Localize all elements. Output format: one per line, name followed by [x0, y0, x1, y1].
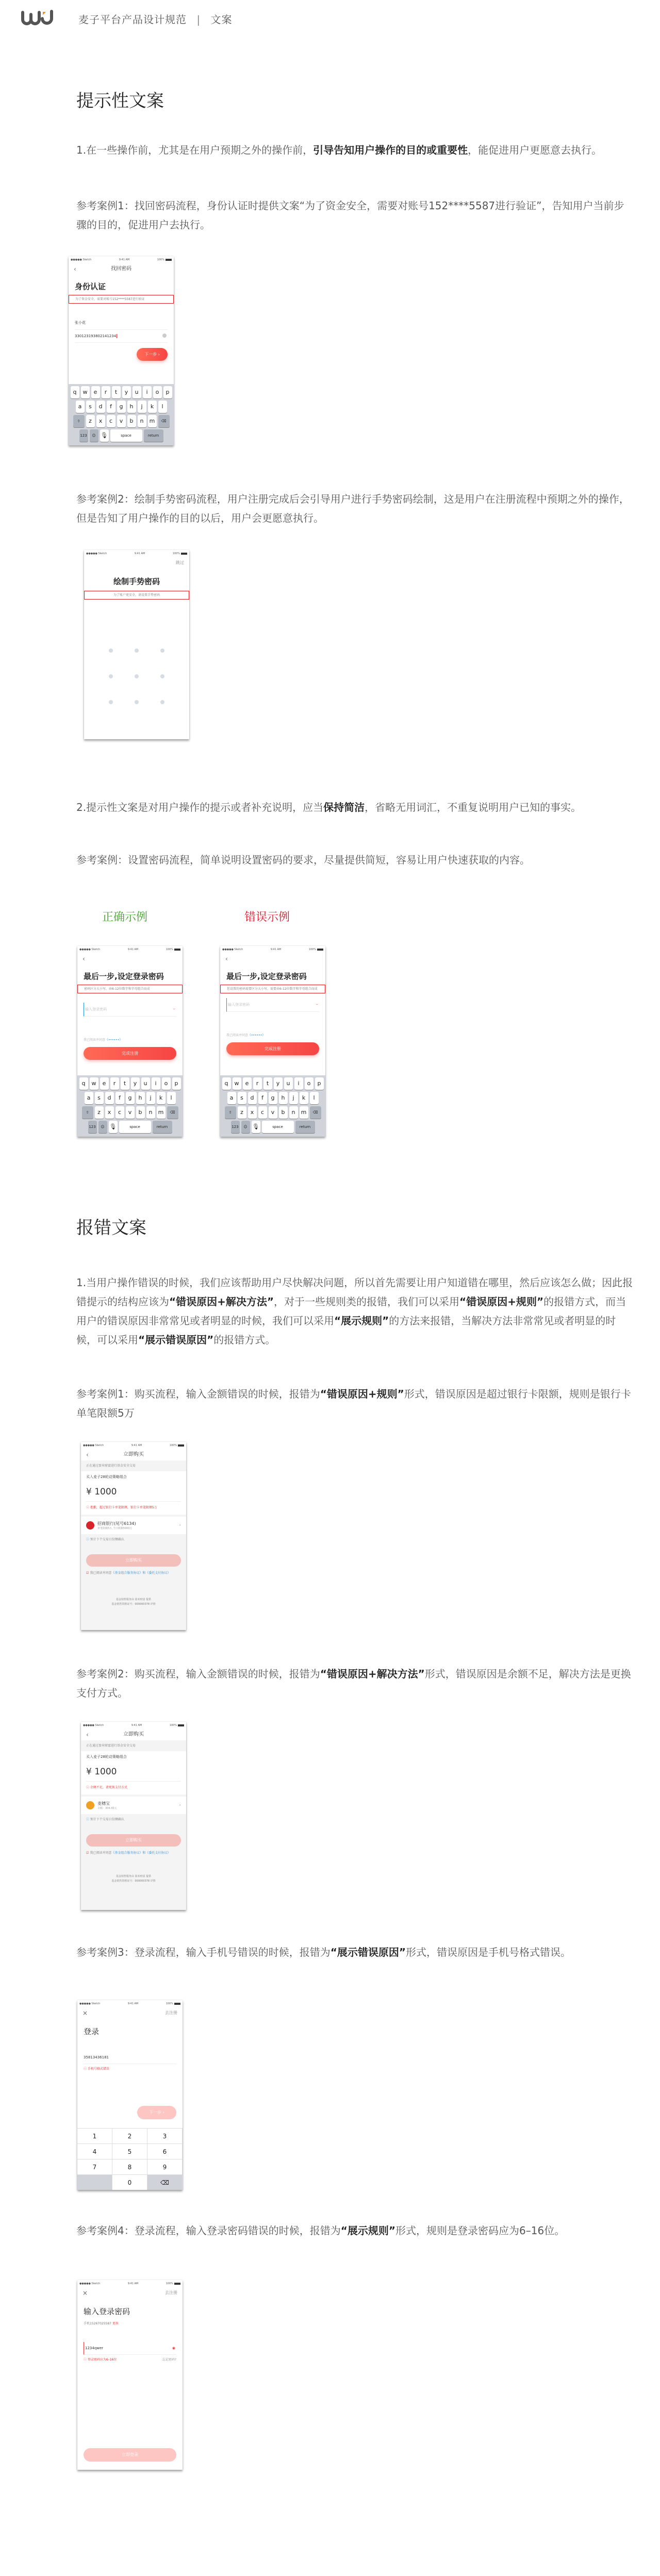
key-l[interactable]: l [158, 401, 167, 413]
back-icon[interactable]: ‹ [225, 955, 228, 962]
backspace-icon[interactable]: ⌫ [167, 1106, 178, 1119]
phone-mockup-login-phone: ●●●●● Sketch 9:41 AM 100% × 去注册 登录 35813436181 ⓘ 手机号格式错误 下一步 › 1 2 3 4 5 6 7 8 9 0 ⌫ [77, 2000, 183, 2190]
complete-register-button[interactable]: 完成注册 [226, 1042, 319, 1055]
key-w[interactable]: w [233, 1077, 241, 1090]
phone-mockup-gesture-password: ●●●●● Sketch 9:41 AM 100% 跳过 绘制手势密码 为了账户更安全，请设置手势密码 [84, 550, 189, 739]
phone-mockup-login-password: ●●●●● Sketch 9:41 AM 100% × 去注册 输入登录密码 手机15267025587 更换 1234qwer ◉ ⓘ 登录密码应为6–16位 忘记密码? 立即登录 [77, 2280, 183, 2470]
page-subtitle: 文案 [210, 13, 233, 26]
key-z[interactable]: z [95, 1106, 104, 1119]
key-f[interactable]: f [258, 1092, 267, 1104]
key-y[interactable]: y [131, 1077, 140, 1090]
register-link[interactable]: 去注册 [165, 2010, 177, 2015]
key-k[interactable]: k [148, 401, 157, 413]
key-o[interactable]: o [162, 1077, 171, 1090]
numpad-key[interactable]: ⌫ [147, 2174, 183, 2190]
key-o[interactable]: o [305, 1077, 314, 1090]
checkbox-checked[interactable]: ☑ [86, 1851, 89, 1855]
eye-closed-icon: ⌣ [173, 1007, 175, 1011]
amount-input[interactable]: ¥ 1000 [86, 1759, 181, 1782]
keyboard: q w e r t y u i o p a s d f g h j k l ⇧ z x c v b n m ⌫ 123 ☺ 🎙 space return [69, 384, 174, 445]
key-d[interactable]: d [105, 1092, 114, 1104]
site-title[interactable]: 麦子平台产品设计规范 [78, 13, 187, 26]
error-icon: ⓘ [86, 1506, 90, 1509]
error-message: ⓘ 抱歉，超过银行卡单笔限额，银行卡单笔限额5万 [86, 1506, 157, 1509]
key-k[interactable]: k [157, 1092, 166, 1104]
hint-case-3: 参考案例：设置密码流程，简单说明设置密码的要求，尽量提供简短，容易让用户快速获取的内容。 [76, 854, 530, 866]
key-s[interactable]: s [95, 1092, 104, 1104]
key-c[interactable]: c [107, 415, 116, 427]
numpad-key[interactable]: 1 [77, 2128, 112, 2143]
buy-button[interactable]: 立即购买 [86, 1834, 181, 1847]
error-message: ⓘ 手机号格式错误 [84, 2067, 109, 2071]
forgot-password-link[interactable]: 忘记密码? [162, 2358, 176, 2362]
key-j[interactable]: j [146, 1092, 155, 1104]
key-m[interactable]: m [148, 415, 157, 427]
buy-button[interactable]: 立即购买 [86, 1554, 181, 1567]
numeric-keypad [77, 2128, 183, 2190]
skip-link[interactable]: 跳过 [176, 560, 184, 565]
key-t[interactable]: t [121, 1077, 129, 1090]
close-icon[interactable]: × [82, 2009, 88, 2017]
hint-point-1: 1.在一些操作前，尤其是在用户预期之外的操作前，引导告知用户操作的目的或重要性，能促进用户更愿意去执行。 [76, 144, 602, 156]
key-u[interactable]: u [284, 1077, 293, 1090]
key-q[interactable]: q [222, 1077, 231, 1090]
key-g[interactable]: g [117, 401, 126, 413]
eye-closed-icon: ⌣ [316, 1002, 318, 1006]
key-x[interactable]: x [248, 1106, 257, 1119]
error-case-4: 参考案例4：登录流程，输入登录密码错误的时候，报错为“展示规则”形式，规则是登录密码应为6–16位。 [76, 2224, 565, 2237]
key-c[interactable]: c [116, 1106, 124, 1119]
amount-input[interactable]: ¥ 1000 [86, 1480, 181, 1502]
key-v[interactable]: v [117, 415, 126, 427]
password-input[interactable]: 1234qwer ◉ [84, 2342, 176, 2355]
highlighted-hint: 为了资金安全，需要对帐号152****5587进行验证 [69, 295, 174, 304]
error-icon: ⓘ [84, 2358, 88, 2362]
heading: 身份认证 [75, 282, 106, 291]
next-button[interactable]: 下一步 › [137, 2106, 176, 2119]
error-icon: ⓘ [84, 2067, 88, 2071]
numpad-key[interactable]: 5 [112, 2143, 147, 2159]
key-c[interactable]: c [258, 1106, 267, 1119]
highlighted-hint: 您设置的密码需要区分大小写，需要由6-12位数字和字母组合而成 [220, 985, 325, 993]
password-input[interactable]: 输入登录密码 ⌣ [226, 998, 319, 1012]
hint-point-2: 2.提示性文案是对用户操作的提示或者补充说明，应当保持简洁，省略无用词汇，不重复说明用户已知的事实。 [76, 801, 582, 813]
key-h[interactable]: h [279, 1092, 288, 1104]
backspace-icon[interactable]: ⌫ [310, 1106, 321, 1119]
key-a[interactable]: a [76, 401, 85, 413]
key-k[interactable]: k [300, 1092, 308, 1104]
back-icon[interactable]: ‹ [86, 1731, 89, 1738]
numpad-key[interactable]: 8 [112, 2159, 147, 2174]
key-j[interactable]: j [138, 401, 146, 413]
phone-mockup-find-password [69, 256, 174, 445]
key-z[interactable]: z [238, 1106, 246, 1119]
eye-icon: ◉ [172, 2346, 175, 2350]
key-i[interactable]: i [294, 1077, 303, 1090]
next-button[interactable]: 下一步 › [137, 348, 168, 361]
key-g[interactable]: g [126, 1092, 135, 1104]
phone-mockup-wrong: ●●●●● Sketch 9:41 AM 100% ‹ 最后一步,设定登录密码 您设置的密码需要区分大小写，需要由6-12位数字和字母组合而成 输入登录密码 ⌣ 我已阅读并同意《••••••》 完成注册 q w e r t y u i o p a s d f g h j k l ⇧ z x c v b n m ⌫ 123 ☺ 🎙 space return [220, 946, 325, 1137]
key-n[interactable]: n [138, 415, 146, 427]
key-d[interactable]: d [96, 401, 105, 413]
key-h[interactable]: h [136, 1092, 145, 1104]
back-icon[interactable]: ‹ [74, 265, 76, 273]
back-icon[interactable]: ‹ [82, 955, 85, 962]
error-icon: ⓘ [86, 1786, 90, 1789]
key-q[interactable]: q [79, 1077, 88, 1090]
key-e[interactable]: e [100, 1077, 109, 1090]
close-icon[interactable]: × [82, 2289, 88, 2297]
phone-mockup-correct: ●●●●● Sketch 9:41 AM 100% ‹ 最后一步,设定登录密码 密码区分大小写，由6-12位数字和字母组合而成 输入登录密码 ⌣ 我已阅读并同意《••••••》 完成注册 q w e r t y u i o p a s d f g h j k l ⇧ z x c v b n m ⌫ 123 ☺ 🎙 space return [77, 946, 183, 1137]
numpad-key[interactable]: 0 [112, 2174, 147, 2190]
key-r[interactable]: r [253, 1077, 262, 1090]
key-m[interactable]: m [300, 1106, 308, 1119]
hint-case-2: 参考案例2：绘制手势密码流程，用户注册完成后会引导用户进行手势密码绘制，这是用户在注册流程中预期之外的操作，但是告知了用户操作的目的以后，用户会更愿意执行。 [76, 493, 630, 524]
key-i[interactable]: i [143, 386, 152, 398]
section-title-error-copy: 报错文案 [76, 1218, 146, 1238]
key-d[interactable]: d [248, 1092, 257, 1104]
key-q[interactable]: q [71, 386, 79, 398]
heading: 绘制手势密码 [113, 577, 160, 586]
key-a[interactable]: a [85, 1092, 93, 1104]
keyboard: q w e r t y u i o p a s d f g h j k l ⇧ z x c v b n m ⌫ 123 ☺ 🎙 space return [220, 1075, 325, 1137]
key-f[interactable]: f [116, 1092, 124, 1104]
key-o[interactable]: o [153, 386, 162, 398]
numpad-key[interactable] [77, 2174, 112, 2190]
highlighted-hint: 密码区分大小写，由6-12位数字和字母组合而成 [77, 985, 183, 993]
password-input[interactable]: 输入登录密码 ⌣ [84, 1003, 176, 1017]
numpad-key[interactable]: 6 [147, 2143, 183, 2159]
key-m[interactable]: m [157, 1106, 166, 1119]
backspace-icon[interactable]: ⌫ [158, 415, 170, 427]
key-w[interactable]: w [90, 1077, 98, 1090]
phone-mockup-buy-limit: ●●●●● Sketch 9:41 AM 100% ‹ 立即购买 正在通过盈米财富进行基金安全交易 买入麦子28轮动策略组合 ¥ 1000 ⓘ 抱歉，超过银行卡单笔限额，银行卡单笔限额5万 招商银行(尾号6134) 单笔限额5万,当日限额5000万 › ⓘ 预计下个交易日份额确认 立即购买 ☑ 我已阅读并同意《基金组合服务协议》和《委托支付协议》 基金销售服务由 盈米财富 提供 基金销售资格证号：000000378 详情 [81, 1442, 186, 1630]
bank-logo-icon [86, 1521, 94, 1530]
key-v[interactable]: v [126, 1106, 135, 1119]
shift-icon[interactable]: ⇧ [82, 1106, 93, 1119]
key-p[interactable]: p [172, 1077, 181, 1090]
error-point-1: 1.当用户操作错误的时候，我们应该帮助用户尽快解决问题，所以首先需要让用户知道错在哪里，然后应该怎么做；因此报错提示的结构应该为“错误原因+解决方法”，对于一些规则类的报错，我们可以采用“错误原因+规则”的报错方式，而当用户的错误原因非常常见或者明显的时候，我们可以采用“展示规则”的方法来报错，当解决方法非常常见或者明显的时候，可以采用“展示错误原因”的报错方式。 [76, 1276, 633, 1346]
name-field[interactable]: 张小花 [75, 316, 168, 330]
numpad-key[interactable]: 2 [112, 2128, 147, 2143]
key-w[interactable]: w [81, 386, 90, 398]
key-t[interactable]: t [263, 1077, 272, 1090]
hint-case-1: 参考案例1：找回密码流程，身份认证时提供文案“为了资金安全，需要对账号152****5587进行验证”，告知用户当前步骤的目的，促进用户去执行。 [76, 200, 624, 231]
key-a[interactable]: a [227, 1092, 236, 1104]
key-y[interactable]: y [122, 386, 131, 398]
error-case-2: 参考案例2：购买流程，输入金额错误的时候，报错为“错误原因+解决方法”形式，错误原因是余额不足，解决方法是更换支付方式。 [76, 1668, 631, 1699]
key-u[interactable]: u [141, 1077, 150, 1090]
battery-icon [166, 259, 172, 261]
highlighted-hint: 为了账户更安全，请设置手势密码 [84, 591, 189, 600]
key-s[interactable]: s [238, 1092, 246, 1104]
key-l[interactable]: l [310, 1092, 319, 1104]
correct-example-label: 正确示例 [102, 911, 148, 924]
error-case-1: 参考案例1：购买流程，输入金额错误的时候，报错为“错误原因+规则”形式，错误原因是超过银行卡限额，规则是银行卡单笔限额5万 [76, 1388, 631, 1419]
key-n[interactable]: n [289, 1106, 298, 1119]
key-e[interactable]: e [243, 1077, 252, 1090]
clear-icon[interactable] [162, 334, 167, 338]
payment-method[interactable]: 麦穗宝 余额：304.45元 › [81, 1797, 186, 1814]
section-title-hint-copy: 提示性文案 [76, 91, 164, 111]
key-b[interactable]: b [136, 1106, 145, 1119]
numpad-key[interactable]: 3 [147, 2128, 183, 2143]
key-u[interactable]: u [133, 386, 141, 398]
numpad-key[interactable]: 9 [147, 2159, 183, 2174]
checkbox-checked[interactable]: ☑ [86, 1571, 89, 1575]
key-t[interactable]: t [112, 386, 121, 398]
key-l[interactable]: l [167, 1092, 176, 1104]
key-x[interactable]: x [105, 1106, 114, 1119]
key-r[interactable]: r [102, 386, 110, 398]
register-link[interactable]: 去注册 [165, 2290, 177, 2295]
key-v[interactable]: v [269, 1106, 277, 1119]
breadcrumb-separator: | [196, 13, 201, 26]
key-b[interactable]: b [127, 415, 136, 427]
key-s[interactable]: s [86, 401, 95, 413]
shift-icon[interactable]: ⇧ [225, 1106, 236, 1119]
key-p[interactable]: p [163, 386, 172, 398]
numpad-key[interactable]: 7 [77, 2159, 112, 2174]
emoji-icon[interactable]: ☺ [90, 429, 98, 442]
key-x[interactable]: x [96, 415, 105, 427]
key-h[interactable]: h [127, 401, 136, 413]
key-z[interactable]: z [86, 415, 95, 427]
phone-mockup-buy-balance: ●●●●● Sketch 9:41 AM 100% ‹ 立即购买 正在通过盈米财富进行基金安全交易 买入麦子28轮动策略组合 ¥ 1000 ⓘ 余额不足，请更换支付方式 麦穗宝 余额：304.45元 › ⓘ 预计下个交易日份额确认 立即购买 ☑ 我已阅读并同意《基金组合服务协议》和《委托支付协议》 基金销售服务由 盈米财富 提供 基金销售资格证号：000000378 详情 [81, 1722, 186, 1910]
back-icon[interactable]: ‹ [86, 1451, 89, 1458]
breadcrumb [78, 11, 232, 26]
key-p[interactable]: p [315, 1077, 324, 1090]
status-bar: ●●●●● Sketch 9:41 AM 100% [69, 256, 174, 263]
key-y[interactable]: y [274, 1077, 283, 1090]
key-n[interactable]: n [146, 1106, 155, 1119]
key-b[interactable]: b [279, 1106, 288, 1119]
wd-logo [21, 9, 60, 28]
key-i[interactable]: i [152, 1077, 160, 1090]
wrong-example-label: 错误示例 [244, 911, 290, 924]
complete-register-button[interactable]: 完成注册 [84, 1047, 176, 1060]
error-message: ⓘ 余额不足，请更换支付方式 [86, 1786, 127, 1789]
mic-icon[interactable]: 🎙 [100, 429, 109, 442]
key-r[interactable]: r [110, 1077, 119, 1090]
key-j[interactable]: j [289, 1092, 298, 1104]
change-link[interactable]: 更换 [112, 2322, 119, 2325]
shift-icon[interactable]: ⇧ [73, 415, 85, 427]
nav-title: 找回密码 [111, 266, 131, 272]
payment-method[interactable]: 招商银行(尾号6134) 单笔限额5万,当日限额5000万 › [81, 1517, 186, 1534]
error-case-3: 参考案例3：登录流程，输入手机号错误的时候，报错为“展示错误原因”形式，错误原因是手机号格式错误。 [76, 1946, 571, 1958]
key-g[interactable]: g [269, 1092, 277, 1104]
login-button[interactable]: 立即登录 [84, 2448, 176, 2462]
gesture-grid[interactable] [84, 649, 189, 704]
wheat-logo-icon [86, 1801, 94, 1809]
id-field[interactable]: 330123193802141234 [75, 330, 168, 343]
key-f[interactable]: f [107, 401, 116, 413]
phone-input[interactable]: 35813436181 [84, 2051, 176, 2064]
keyboard: q w e r t y u i o p a s d f g h j k l ⇧ z x c v b n m ⌫ 123 ☺ 🎙 space return [77, 1075, 183, 1137]
numpad-key[interactable]: 4 [77, 2143, 112, 2159]
key-e[interactable]: e [91, 386, 100, 398]
